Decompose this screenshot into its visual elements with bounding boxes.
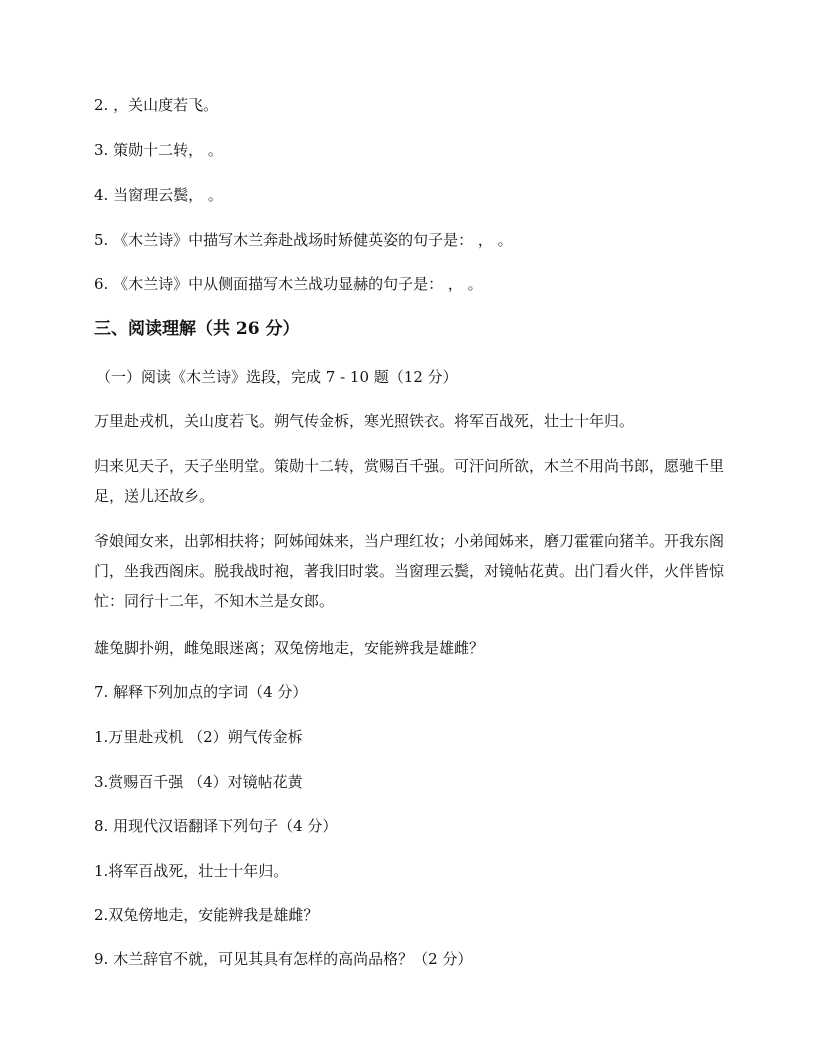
passage-paragraph-2: 归来见天子，天子坐明堂。策勋十二转，赏赐百千强。可汗问所欲，木兰不用尚书郎，愿驰千里足，送儿还故乡。 [94, 457, 725, 505]
fill-item-3: 3. 策勋十二转， 。 [94, 141, 223, 159]
section-heading-reading: 三、阅读理解（共 26 分） [94, 319, 300, 339]
question-8-prompt: 8. 用现代汉语翻译下列句子（4 分） [94, 817, 338, 835]
passage-paragraph-3: 爷娘闻女来，出郭相扶将；阿姊闻妹来，当户理红妆；小弟闻姊来，磨刀霍霍向猪羊。开我东阁门，坐我西阁床。脱我战时袍，著我旧时裳。当窗理云鬓，对镜帖花黄。出门看火伴，火伴皆惊忙：同行十二年，不知木兰是女郎。 [94, 532, 725, 610]
passage-paragraph-1: 万里赴戎机，关山度若飞。朔气传金柝，寒光照铁衣。将军百战死，壮士十年归。 [94, 412, 635, 430]
question-7-item: 3.赏赐百千强 （4）对镜帖花黄 [94, 773, 303, 791]
fill-item-4: 4. 当窗理云鬓， 。 [94, 186, 223, 204]
question-9-prompt: 9. 木兰辞官不就，可见其具有怎样的高尚品格？（2 分） [94, 950, 473, 968]
question-7-prompt: 7. 解释下列加点的字词（4 分） [94, 683, 308, 701]
question-8-item: 2.双兔傍地走，安能辨我是雄雌？ [94, 906, 319, 924]
fill-item-2: 2. ，关山度若飞。 [94, 96, 219, 114]
passage-intro: （一）阅读《木兰诗》选段，完成 7 - 10 题（12 分） [96, 368, 458, 386]
fill-item-5: 5. 《木兰诗》中描写木兰奔赴战场时矫健英姿的句子是： ， 。 [94, 231, 513, 249]
fill-item-6: 6. 《木兰诗》中从侧面描写木兰战功显赫的句子是： ， 。 [94, 275, 483, 293]
passage-paragraph-4: 雄兔脚扑朔，雌兔眼迷离；双兔傍地走，安能辨我是雄雌？ [94, 639, 485, 657]
question-7-item: 1.万里赴戎机 （2）朔气传金柝 [94, 728, 303, 746]
question-8-item: 1.将军百战死，壮士十年归。 [94, 862, 289, 880]
